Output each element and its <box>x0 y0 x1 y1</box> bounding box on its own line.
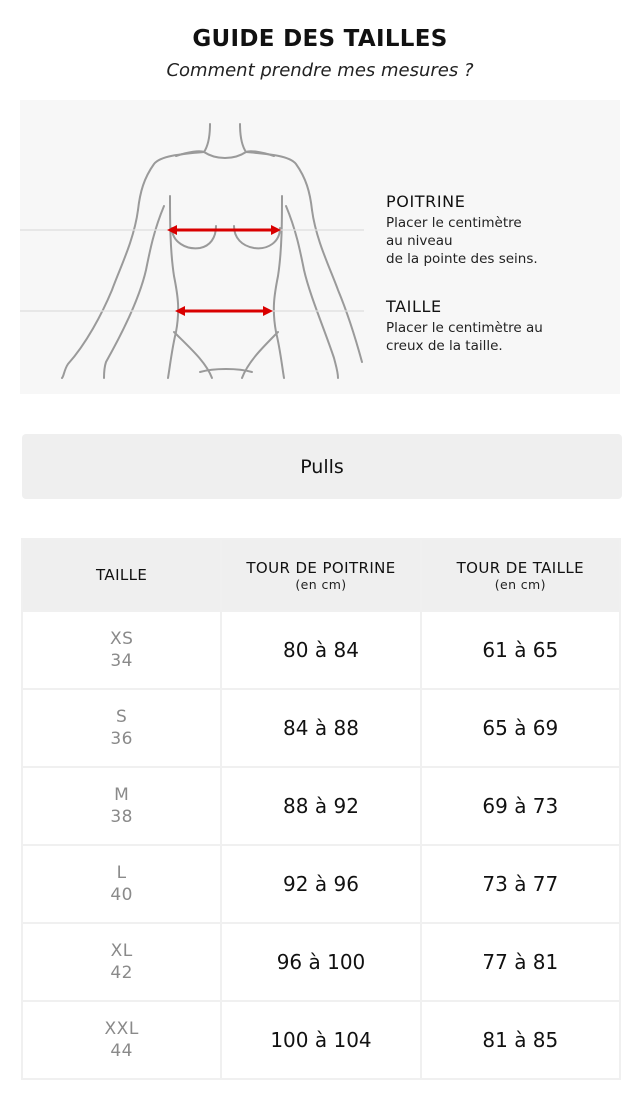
column-header-waist: TOUR DE TAILLE (en cm) <box>421 539 620 611</box>
size-cell: L 40 <box>22 845 221 923</box>
size-cell: M 38 <box>22 767 221 845</box>
waist-arrow-icon <box>175 306 273 316</box>
chest-value-cell: 100 à 104 <box>221 1001 420 1079</box>
category-tab-pulls[interactable]: Pulls <box>22 434 622 499</box>
waist-instruction-line: Placer le centimètre au <box>386 320 543 336</box>
column-header-chest: TOUR DE POITRINE (en cm) <box>221 539 420 611</box>
chest-instruction-line: Placer le centimètre <box>386 215 522 231</box>
column-header-size: TAILLE <box>22 539 221 611</box>
page-title: GUIDE DES TAILLES <box>192 26 448 52</box>
size-cell: XS 34 <box>22 611 221 689</box>
chest-value-cell: 80 à 84 <box>221 611 420 689</box>
table-row <box>22 689 620 767</box>
chest-value-cell: 92 à 96 <box>221 845 420 923</box>
chest-title: POITRINE <box>386 192 466 211</box>
waist-value-cell: 77 à 81 <box>421 923 620 1001</box>
size-cell: XXL 44 <box>22 1001 221 1079</box>
waist-instruction-line: creux de la taille. <box>386 338 503 354</box>
waist-value-cell: 65 à 69 <box>421 689 620 767</box>
measurement-figure <box>20 100 620 394</box>
waist-value-cell: 69 à 73 <box>421 767 620 845</box>
size-cell: XL 42 <box>22 923 221 1001</box>
waist-value-cell: 81 à 85 <box>421 1001 620 1079</box>
page-subtitle: Comment prendre mes mesures ? <box>166 60 474 81</box>
chest-value-cell: 88 à 92 <box>221 767 420 845</box>
size-cell: S 36 <box>22 689 221 767</box>
waist-value-cell: 73 à 77 <box>421 845 620 923</box>
table-header-row <box>22 539 620 611</box>
chest-value-cell: 84 à 88 <box>221 689 420 767</box>
waist-value-cell: 61 à 65 <box>421 611 620 689</box>
table-row <box>22 1001 620 1079</box>
table-row <box>22 611 620 689</box>
size-table <box>21 538 621 1080</box>
waist-title: TAILLE <box>386 297 442 316</box>
table-row <box>22 767 620 845</box>
table-row <box>22 923 620 1001</box>
chest-value-cell: 96 à 100 <box>221 923 420 1001</box>
table-row <box>22 845 620 923</box>
chest-instructions <box>386 192 538 268</box>
chest-instruction-line: de la pointe des seins. <box>386 251 538 267</box>
chest-arrow-icon <box>167 225 281 235</box>
chest-instruction-line: au niveau <box>386 233 453 249</box>
waist-instructions <box>386 297 543 355</box>
